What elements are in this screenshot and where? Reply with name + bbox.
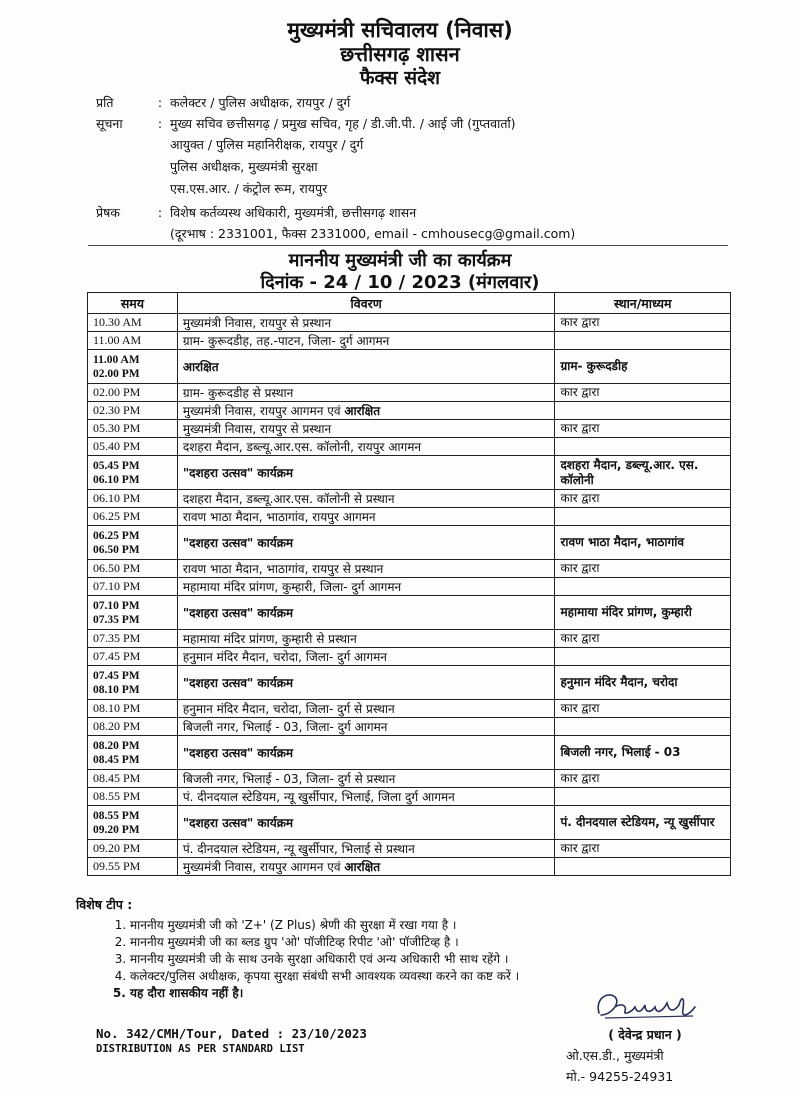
table-row [88,420,731,438]
row-description [177,350,555,384]
sender-row [96,202,736,223]
description-text: "दशहरा उत्सव" कार्यक्रम [182,676,294,690]
to-label: प्रति [96,95,114,110]
reference-footer [96,1026,367,1055]
description-text: मुख्यमंत्री निवास, रायपुर से प्रस्थान [182,316,332,330]
row-place: कार द्वारा [555,490,731,508]
row-place [555,402,731,420]
header-place: स्थान/माध्यम [555,293,731,314]
colon: : [157,116,163,131]
time-start: 08.10 PM [93,701,141,715]
time-end: 07.35 PM [93,613,140,626]
row-time [88,384,178,402]
signatory-mobile: मो.- 94255-24931 [566,1069,674,1084]
row-description [177,420,555,438]
note-item: 1. माननीय मुख्यमंत्री जी को 'Z+' (Z Plus) श्रेणी की सुरक्षा में रखा गया है । [130,917,519,934]
time-start: 06.50 PM [93,561,141,575]
description-text: "दशहरा उत्सव" कार्यक्रम [182,746,294,760]
signatory-name: ( देवेन्द्र प्रधान ) [608,1027,682,1042]
description-text: "दशहरा उत्सव" कार्यक्रम [182,466,294,480]
row-place: ग्राम- कुरूदडीह [555,350,731,384]
note-item: 4. कलेक्टर/पुलिस अधीक्षक, कृपया सुरक्षा संबंधी सभी आवश्यक व्यवस्था करने का कष्ट करें । [130,968,519,985]
time-end: 09.20 PM [93,823,140,836]
header-fax-message: फैक्स संदेश [359,67,441,89]
time-start: 09.55 PM [93,859,141,873]
row-time [88,456,178,490]
row-time [88,858,178,876]
table-row [88,578,731,596]
row-time [88,770,178,788]
row-place: कार द्वारा [555,384,731,402]
table-row [88,630,731,648]
notes-title: विशेष टीप : [76,897,133,912]
time-end: 06.10 PM [93,473,140,486]
header-time: समय [88,293,178,314]
row-description [177,456,555,490]
description-text: दशहरा मैदान, डब्ल्यू.आर.एस. कॉलोनी, रायपुर आगमन [182,440,422,454]
time-start: 06.25 PM [93,529,140,542]
note-item: 2. माननीय मुख्यमंत्री जी का ब्लड ग्रुप 'ओ' पॉजीटिव्ह रिपीट 'ओ' पॉजीटिव्ह है । [130,934,519,951]
time-start: 09.20 PM [93,841,141,855]
row-time [88,314,178,332]
row-description [177,718,555,736]
row-time [88,788,178,806]
row-time [88,332,178,350]
row-time [88,350,178,384]
table-row [88,806,731,840]
time-start: 08.20 PM [93,719,141,733]
row-description [177,788,555,806]
program-date: दिनांक - 24 / 10 / 2023 (मंगलवार) [260,272,540,293]
row-time [88,402,178,420]
time-start: 10.30 AM [93,315,142,329]
table-row [88,402,731,420]
row-description [177,858,555,876]
row-place [555,858,731,876]
table-row [88,770,731,788]
address-block [96,92,736,245]
table-row [88,490,731,508]
description-text: आरक्षित [182,360,219,374]
table-row [88,736,731,770]
row-time [88,718,178,736]
time-start: 05.30 PM [93,421,141,435]
row-place: दशहरा मैदान, डब्ल्यू.आर. एस. कॉलोनी [555,456,731,490]
row-place: रावण भाठा मैदान, भाठागांव [555,526,731,560]
row-time [88,578,178,596]
table-row [88,858,731,876]
notes-list [76,917,519,1002]
description-text: ग्राम- कुरूदडीह, तह.-पाटन, जिला- दुर्ग आगमन [182,334,390,348]
row-place: कार द्वारा [555,420,731,438]
table-row [88,648,731,666]
description-text: पं. दीनदयाल स्टेडियम, न्यू खुर्सीपार, भिलाई, जिला दुर्ग आगमन [182,790,455,804]
time-start: 07.10 PM [93,599,140,612]
document-header [0,0,800,90]
description-text: मुख्यमंत्री निवास, रायपुर आगमन एवं [182,404,345,418]
table-row [88,332,731,350]
description-text: "दशहरा उत्सव" कार्यक्रम [182,816,294,830]
distribution-note: DISTRIBUTION AS PER STANDARD LIST [96,1043,305,1055]
info-value: मुख्य सचिव छत्तीसगढ़ / प्रमुख सचिव, गृह / डी.जी.पी. / आई जी (गुप्तवार्ता) [170,116,516,131]
row-description [177,840,555,858]
description-text: रावण भाठा मैदान, भाठागांव, रायपुर आगमन [182,510,376,524]
description-text: "दशहरा उत्सव" कार्यक्रम [182,536,294,550]
row-time [88,420,178,438]
info-line-2: आयुक्त / पुलिस महानिरीक्षक, रायपुर / दुर्ग [170,137,364,152]
row-place [555,648,731,666]
row-place [555,508,731,526]
divider [88,245,728,246]
time-start: 02.30 PM [93,403,141,417]
time-start: 02.00 PM [93,385,141,399]
table-row [88,560,731,578]
table-row [88,384,731,402]
row-time [88,630,178,648]
time-start: 05.40 PM [93,439,141,453]
row-place: कार द्वारा [555,700,731,718]
table-row [88,456,731,490]
time-start: 07.35 PM [93,631,141,645]
time-start: 07.45 PM [93,669,140,682]
time-start: 05.45 PM [93,459,140,472]
description-text: "दशहरा उत्सव" कार्यक्रम [182,606,294,620]
row-place: कार द्वारा [555,630,731,648]
program-title: माननीय मुख्यमंत्री जी का कार्यक्रम [288,250,512,271]
row-place [555,718,731,736]
row-time [88,700,178,718]
info-line-3: पुलिस अधीक्षक, मुख्यमंत्री सुरक्षा [170,159,318,174]
table-row [88,788,731,806]
row-description [177,648,555,666]
time-end: 08.10 PM [93,683,140,696]
note-item: 3. माननीय मुख्यमंत्री जी के साथ उनके सुरक्षा अधिकारी एवं अन्य अधिकारी भी साथ रहेंगे । [130,951,519,968]
row-place: पं. दीनदयाल स्टेडियम, न्यू खुर्सीपार [555,806,731,840]
row-place: कार द्वारा [555,560,731,578]
to-row [96,92,736,113]
row-description [177,402,555,420]
row-time [88,508,178,526]
description-text: बिजली नगर, भिलाई - 03, जिला- दुर्ग से प्रस्थान [182,772,396,786]
row-description [177,438,555,456]
description-text: रावण भाठा मैदान, भाठागांव, रायपुर से प्रस्थान [182,562,384,576]
table-row [88,840,731,858]
table-header-row [88,293,731,314]
row-time [88,596,178,630]
table-row [88,700,731,718]
description-text: पं. दीनदयाल स्टेडियम, न्यू खुर्सीपार, भिलाई से प्रस्थान [182,842,415,856]
time-end: 06.50 PM [93,543,140,556]
row-time [88,490,178,508]
description-text: मुख्यमंत्री निवास, रायपुर आगमन एवं [182,860,345,874]
description-text: महामाया मंदिर प्रांगण, कुम्हारी से प्रस्थान [182,632,357,646]
special-notes [76,896,519,1002]
row-place: कार द्वारा [555,840,731,858]
time-start: 11.00 AM [93,333,142,347]
signature-scrawl [585,985,705,1025]
time-start: 06.25 PM [93,509,141,523]
row-description [177,526,555,560]
row-place [555,332,731,350]
signature-block [560,985,730,1087]
row-place: बिजली नगर, भिलाई - 03 [555,736,731,770]
row-description [177,806,555,840]
row-time [88,806,178,840]
row-place: कार द्वारा [555,314,731,332]
row-description [177,490,555,508]
time-start: 08.45 PM [93,771,141,785]
sender-label: प्रेषक [96,205,120,220]
time-start: 08.20 PM [93,739,140,752]
row-description [177,630,555,648]
time-start: 08.55 PM [93,809,140,822]
description-text: मुख्यमंत्री निवास, रायपुर से प्रस्थान [182,422,332,436]
description-text: दशहरा मैदान, डब्ल्यू.आर.एस. कॉलोनी से प्रस्थान [182,492,395,506]
description-text: हनुमान मंदिर मैदान, चरोदा, जिला- दुर्ग से प्रस्थान [182,702,395,716]
time-start: 06.10 PM [93,491,141,505]
row-place [555,438,731,456]
row-description [177,508,555,526]
table-row [88,508,731,526]
row-description [177,314,555,332]
row-description [177,770,555,788]
row-description [177,578,555,596]
note-item: 5. यह दौरा शासकीय नहीं है। [130,985,519,1002]
time-start: 07.10 PM [93,579,141,593]
table-row [88,350,731,384]
to-value: कलेक्टर / पुलिस अधीक्षक, रायपुर / दुर्ग [170,95,351,110]
row-place [555,788,731,806]
row-place: कार द्वारा [555,770,731,788]
description-text: महामाया मंदिर प्रांगण, कुम्हारी, जिला- दुर्ग आगमन [182,580,402,594]
header-government: छत्तीसगढ़ शासन [340,42,460,66]
colon: : [157,95,163,110]
time-end: 08.45 PM [93,753,140,766]
info-label: सूचना [96,116,123,131]
row-time [88,840,178,858]
row-description [177,736,555,770]
schedule-table [87,292,731,876]
reserved-tag: आरक्षित [344,860,381,874]
time-end: 02.00 PM [93,367,140,380]
row-description [177,666,555,700]
row-time [88,526,178,560]
info-row [96,113,736,134]
schedule-body [88,314,731,876]
row-place: महामाया मंदिर प्रांगण, कुम्हारी [555,596,731,630]
row-description [177,700,555,718]
info-line-4: एस.एस.आर. / कंट्रोल रूम, रायपुर [170,181,328,196]
description-text: बिजली नगर, भिलाई - 03, जिला- दुर्ग आगमन [182,720,388,734]
table-row [88,718,731,736]
sender-value: विशेष कर्तव्यस्थ अधिकारी, मुख्यमंत्री, छत्तीसगढ़ शासन [170,205,417,220]
row-place: हनुमान मंदिर मैदान, चरोदा [555,666,731,700]
table-row [88,438,731,456]
colon: : [157,205,163,220]
row-description [177,596,555,630]
contact-line: (दूरभाष : 2331001, फैक्स 2331000, email - cmhousecg@gmail.com) [170,226,576,241]
row-description [177,384,555,402]
row-place [555,578,731,596]
time-start: 08.55 PM [93,789,141,803]
row-time [88,438,178,456]
row-time [88,560,178,578]
table-row [88,666,731,700]
header-office: मुख्यमंत्री सचिवालय (निवास) [287,18,513,42]
time-start: 07.45 PM [93,649,141,663]
table-row [88,314,731,332]
time-start: 11.00 AM [93,353,140,366]
table-row [88,526,731,560]
reserved-tag: आरक्षित [344,404,381,418]
description-text: हनुमान मंदिर मैदान, चरोदा, जिला- दुर्ग आगमन [182,650,387,664]
row-time [88,648,178,666]
row-description [177,560,555,578]
description-text: ग्राम- कुरूदडीह से प्रस्थान [182,386,294,400]
signatory-designation: ओ.एस.डी., मुख्यमंत्री [566,1048,664,1063]
row-time [88,666,178,700]
row-description [177,332,555,350]
header-description: विवरण [177,293,555,314]
reference-number: No. 342/CMH/Tour, Dated : 23/10/2023 [96,1026,367,1041]
row-time [88,736,178,770]
table-row [88,596,731,630]
